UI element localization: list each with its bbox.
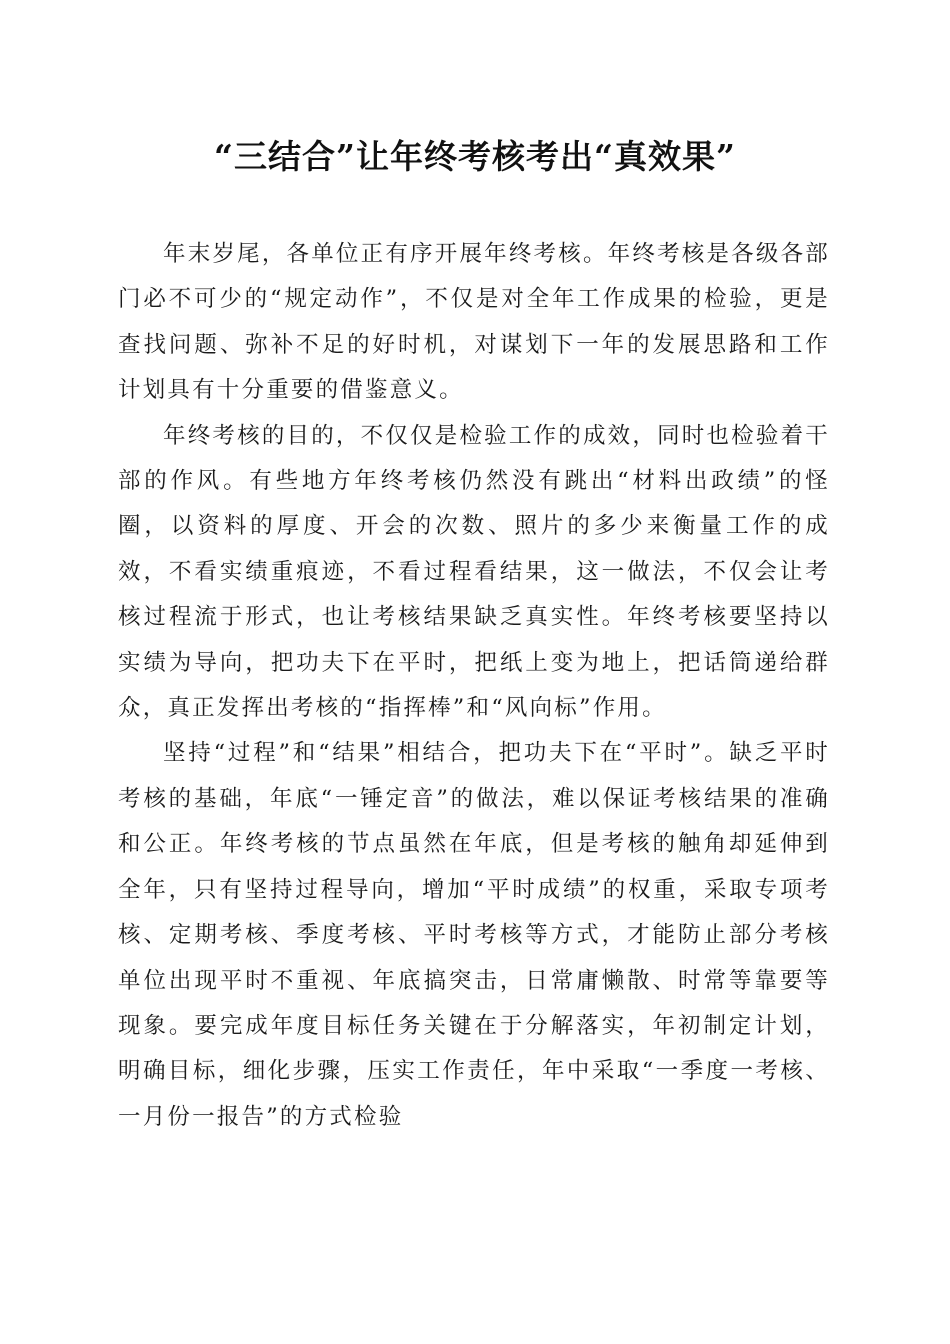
- paragraph: 年末岁尾，各单位正有序开展年终考核。年终考核是各级各部门必不可少的“规定动作”，不仅是对全年工作成果的检验，更是查找问题、弥补不足的好时机，对谋划下一年的发展思路和工作计划具有十分重要的借鉴意义。: [118, 241, 830, 404]
- document-title: “三结合”让年终考核考出“真效果”: [214, 137, 736, 176]
- document-body: [118, 232, 830, 1140]
- paragraph: 坚持“过程”和“结果”相结合，把功夫下在“平时”。缺乏平时考核的基础，年底“一锤定音”的做法，难以保证考核结果的准确和公正。年终考核的节点虽然在年底，但是考核的触角却延伸到全年，只有坚持过程导向，增加“平时成绩”的权重，采取专项考核、定期考核、季度考核、平时考核等方式，才能防止部分考核单位出现平时不重视、年底搞突击，日常庸懒散、时常等靠要等现象。要完成年度目标任务关键在于分解落实，年初制定计划，明确目标，细化步骤，压实工作责任，年中采取“一季度一考核、一月份一报告”的方式检验: [118, 740, 830, 1130]
- paragraph: 年终考核的目的，不仅仅是检验工作的成效，同时也检验着干部的作风。有些地方年终考核仍然没有跳出“材料出政绩”的怪圈，以资料的厚度、开会的次数、照片的多少来衡量工作的成效，不看实绩重痕迹，不看过程看结果，这一做法，不仅会让考核过程流于形式，也让考核结果缺乏真实性。年终考核要坚持以实绩为导向，把功夫下在平时，把纸上变为地上，把话筒递给群众，真正发挥出考核的“指挥棒”和“风向标”作用。: [118, 422, 830, 722]
